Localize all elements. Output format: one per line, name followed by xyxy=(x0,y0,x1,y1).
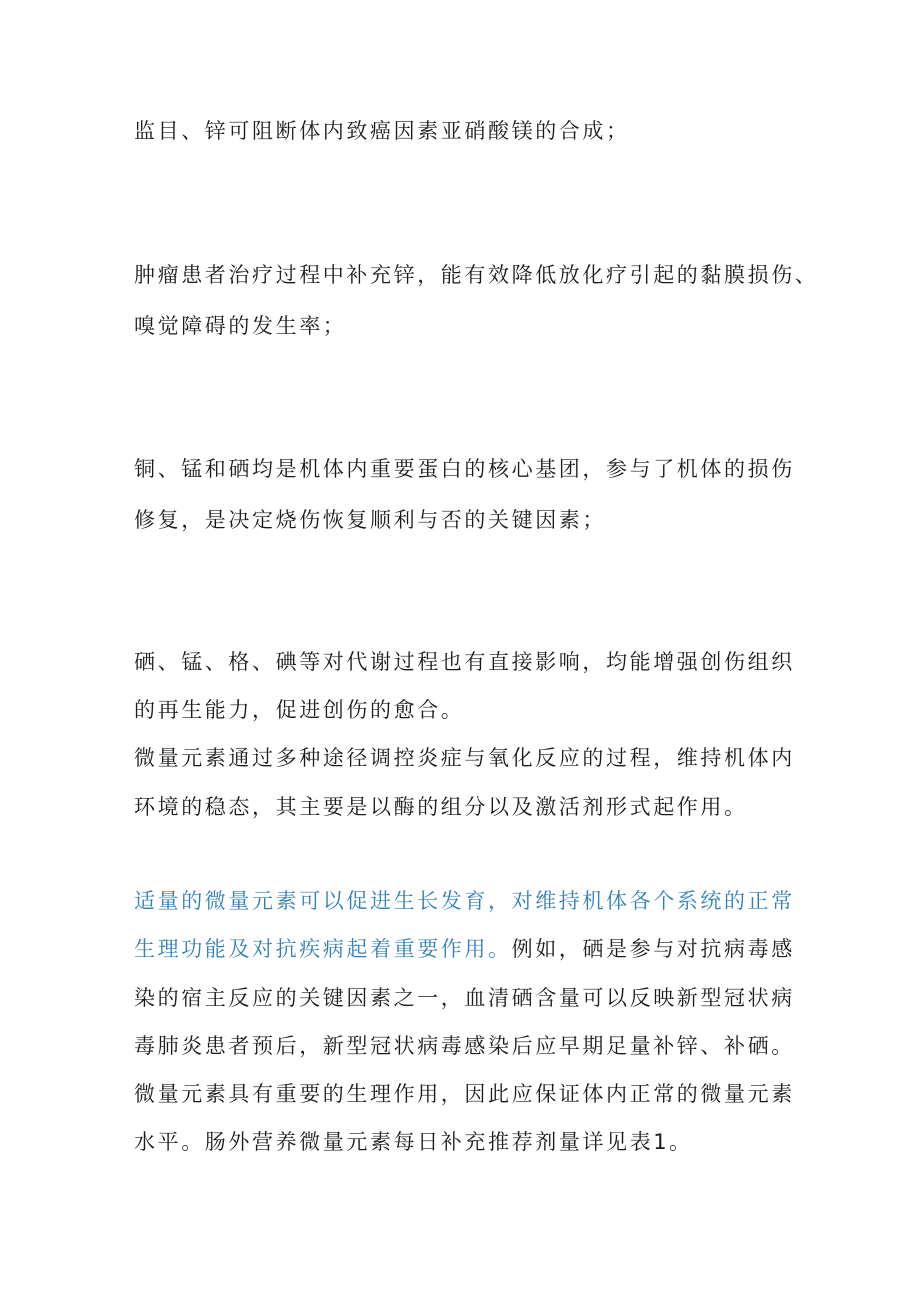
paragraph-line: 硒、锰、格、碘等对代谢过程也有直接影响，均能增强创伤组织 xyxy=(134,650,795,674)
paragraph-line: 肿瘤患者治疗过程中补充锌，能有效降低放化疗引起的黏膜损伤、 xyxy=(134,263,819,287)
paragraph-line: 监目、锌可阻断体内致癌因素亚硝酸镁的合成； xyxy=(134,119,630,143)
paragraph-line: 环境的稳态，其主要是以酶的组分以及激活剂形式起作用。 xyxy=(134,795,748,819)
paragraph-line: 微量元素通过多种途径调控炎症与氧化反应的过程，维持机体内 xyxy=(134,746,795,770)
paragraph-line: 铜、锰和硒均是机体内重要蛋白的核心基团，参与了机体的损伤 xyxy=(134,457,795,481)
paragraph-line: 修复，是决定烧伤恢复顺利与否的关键因素； xyxy=(134,508,606,532)
paragraph-line: 微量元素具有重要的生理作用，因此应保证体内正常的微量元素 xyxy=(134,1082,795,1106)
highlighted-text: 生理功能及对抗疾病起着重要作用。 xyxy=(134,937,512,961)
paragraph-line: 嗅觉障碍的发生率； xyxy=(134,314,347,338)
plain-text: 例如，硒是参与对抗病毒感 xyxy=(511,937,795,961)
mixed-line xyxy=(134,934,795,964)
highlighted-line: 适量的微量元素可以促进生长发育，对维持机体各个系统的正常 xyxy=(134,889,795,913)
paragraph-line: 染的宿主反应的关键因素之一，血清硒含量可以反映新型冠状病 xyxy=(134,986,795,1010)
paragraph-line: 毒肺炎患者预后，新型冠状病毒感染后应早期足量补锌、补硒。 xyxy=(134,1034,795,1058)
paragraph-line: 的再生能力，促进创伤的愈合。 xyxy=(134,698,465,722)
paragraph-line: 水平。肠外营养微量元素每日补充推荐剂量详见表1。 xyxy=(134,1130,693,1154)
